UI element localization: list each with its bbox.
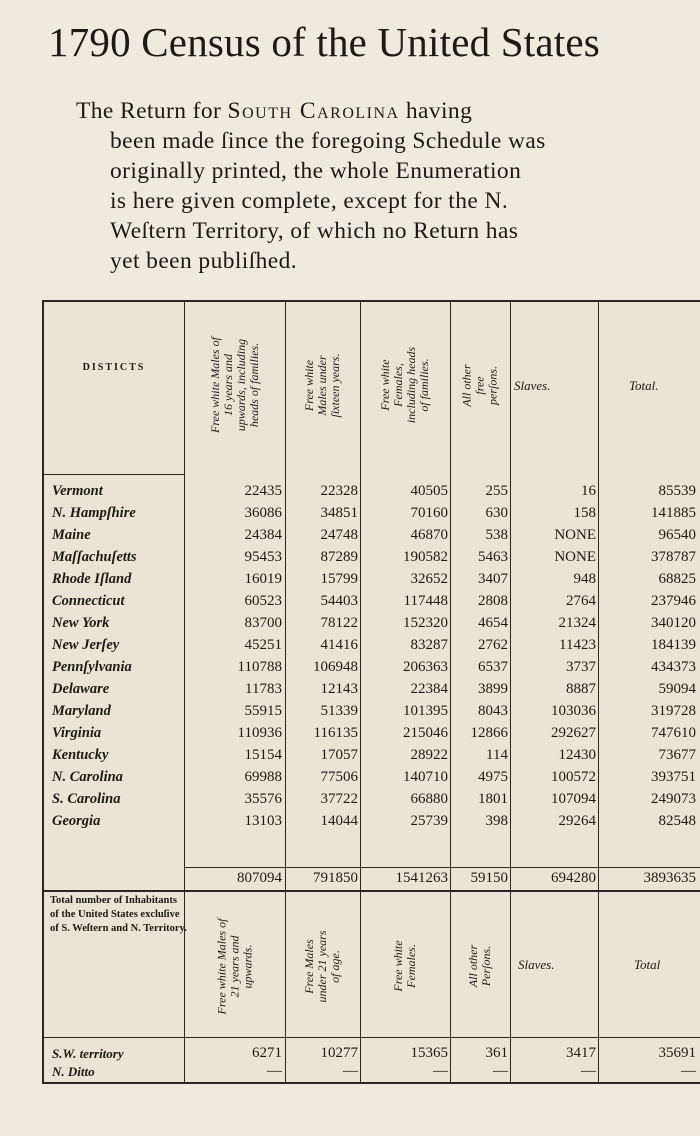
cell-col3: 190582 xyxy=(403,549,448,565)
cell-col3: 66880 xyxy=(410,791,448,807)
cell-col5: 158 xyxy=(573,505,596,521)
lower-header-col3-text: Free white Females. xyxy=(391,940,418,992)
cell-col2: 54403 xyxy=(320,593,358,609)
cell-col2: 15799 xyxy=(320,571,358,587)
district-name: New York xyxy=(52,615,110,631)
cell-col5: 3737 xyxy=(566,659,596,675)
district-name: Connecticut xyxy=(52,593,125,609)
district-name: N. Carolina xyxy=(52,769,123,785)
intro-line-3: originally printed, the whole Enumeration xyxy=(110,158,522,184)
territory-cell-col6: — xyxy=(681,1063,696,1079)
district-name: Georgia xyxy=(52,813,101,829)
cell-col5: 948 xyxy=(573,571,596,587)
cell-col6: 249073 xyxy=(651,791,696,807)
cell-col4: 3899 xyxy=(478,681,508,697)
district-name: Vermont xyxy=(52,483,103,499)
cell-col1: 13103 xyxy=(244,813,282,829)
cell-col6: 340120 xyxy=(651,615,696,631)
totals-row xyxy=(44,867,700,889)
cell-col4: 538 xyxy=(485,527,508,543)
lower-header-col4-text: All other Perſons. xyxy=(466,944,493,988)
territory-cell-col6: 35691 xyxy=(658,1045,696,1061)
table-row xyxy=(44,680,700,699)
cell-col1: 11783 xyxy=(245,681,282,697)
cell-col4: 1801 xyxy=(478,791,508,807)
cell-col6: 82548 xyxy=(658,813,696,829)
table-row xyxy=(44,702,700,721)
cell-col5: 8887 xyxy=(566,681,596,697)
cell-col3: 40505 xyxy=(410,483,448,499)
territory-cell-col5: — xyxy=(581,1063,596,1079)
cell-col3: 140710 xyxy=(403,769,448,785)
lower-header-total: Total xyxy=(634,957,661,972)
header-col3 xyxy=(361,310,449,460)
cell-col6: 85539 xyxy=(658,483,696,499)
total-col4: 59150 xyxy=(470,870,508,886)
cell-col2: 24748 xyxy=(320,527,358,543)
cell-col2: 77506 xyxy=(320,769,358,785)
district-name: Delaware xyxy=(52,681,110,697)
lower-header-col1 xyxy=(186,898,284,1034)
cell-col2: 34851 xyxy=(320,505,358,521)
header-col4-text: All other free perſons. xyxy=(459,363,500,407)
lower-header-rule xyxy=(44,1037,700,1038)
district-name: N. Hampſhire xyxy=(52,505,136,521)
lower-header-col2 xyxy=(286,898,359,1034)
lower-header-col1-text: Free white Males of 21 years and upwards. xyxy=(214,918,255,1014)
cell-col2: 106948 xyxy=(313,659,358,675)
cell-col1: 69988 xyxy=(244,769,282,785)
district-name: Virginia xyxy=(52,725,102,741)
cell-col3: 117448 xyxy=(403,593,448,609)
cell-col5: NONE xyxy=(554,549,596,565)
cell-col5: NONE xyxy=(554,527,596,543)
cell-col2: 37722 xyxy=(320,791,358,807)
cell-col1: 83700 xyxy=(244,615,282,631)
cell-col5: 21324 xyxy=(558,615,596,631)
table-row xyxy=(44,812,700,831)
lower-header-slaves: Slaves. xyxy=(518,957,555,972)
table-row xyxy=(44,746,700,765)
table-row xyxy=(44,636,700,655)
cell-col5: 12430 xyxy=(558,747,596,763)
cell-col1: 24384 xyxy=(244,527,282,543)
cell-col1: 22435 xyxy=(244,483,282,499)
cell-col3: 152320 xyxy=(403,615,448,631)
cell-col1: 35576 xyxy=(244,791,282,807)
intro-line-2: been made ſince the foregoing Schedule was xyxy=(110,128,546,154)
cell-col3: 46870 xyxy=(410,527,448,543)
cell-col5: 2764 xyxy=(566,593,596,609)
district-name: New Jerſey xyxy=(52,637,120,653)
cell-col4: 6537 xyxy=(478,659,508,675)
cell-col1: 36086 xyxy=(244,505,282,521)
territory-name: S.W. territory xyxy=(52,1046,124,1061)
cell-col5: 11423 xyxy=(559,637,596,653)
lower-section-label: Total number of Inhabitants of the United States excluſive of S. Weſtern and N. Territory. xyxy=(50,895,187,934)
district-name: Maine xyxy=(52,527,91,543)
cell-col4: 12866 xyxy=(470,725,508,741)
district-name: Maryland xyxy=(52,703,111,719)
cell-col2: 17057 xyxy=(320,747,358,763)
intro-line-6: yet been publiſhed. xyxy=(110,248,298,274)
table-row xyxy=(44,614,700,633)
lower-header-col2-text: Free Males under 21 years of age. xyxy=(302,930,342,1002)
district-name: S. Carolina xyxy=(52,791,121,807)
table-row xyxy=(44,790,700,809)
territory-cell-col2: — xyxy=(343,1063,358,1079)
intro-paragraph xyxy=(76,96,684,276)
header-districts: DISTICTS xyxy=(82,362,146,373)
cell-col1: 110788 xyxy=(237,659,282,675)
header-col2-text: Free white Males under ſixteen years. xyxy=(302,353,342,417)
intro-smallcaps: South Carolina xyxy=(227,98,400,124)
header-slaves: Slaves. xyxy=(514,378,551,393)
table-row xyxy=(44,724,700,743)
cell-col6: 184139 xyxy=(651,637,696,653)
cell-col4: 398 xyxy=(485,813,508,829)
cell-col6: 73677 xyxy=(658,747,696,763)
cell-col6: 59094 xyxy=(658,681,696,697)
district-name: Rhode Iſland xyxy=(52,571,132,587)
cell-col2: 12143 xyxy=(320,681,358,697)
cell-col3: 101395 xyxy=(403,703,448,719)
header-total: Total. xyxy=(629,378,659,393)
table-row xyxy=(44,548,700,567)
cell-col4: 2762 xyxy=(478,637,508,653)
cell-col4: 255 xyxy=(485,483,508,499)
cell-col6: 378787 xyxy=(651,549,696,565)
cell-col3: 22384 xyxy=(410,681,448,697)
territory-row xyxy=(44,1044,700,1063)
territory-cell-col3: — xyxy=(433,1063,448,1079)
cell-col6: 237946 xyxy=(651,593,696,609)
cell-col3: 32652 xyxy=(410,571,448,587)
cell-col2: 14044 xyxy=(320,813,358,829)
table-row xyxy=(44,658,700,677)
cell-col5: 103036 xyxy=(551,703,596,719)
cell-col3: 70160 xyxy=(410,505,448,521)
cell-col6: 141885 xyxy=(651,505,696,521)
district-name: Maſſachuſetts xyxy=(52,549,137,565)
table-row xyxy=(44,482,700,501)
header-col1-text: Free white Males of 16 years and upwards, including heads of families. xyxy=(208,337,261,433)
cell-col2: 78122 xyxy=(320,615,358,631)
intro-line-1 xyxy=(76,96,684,126)
table-row xyxy=(44,592,700,611)
territory-cell-col1: — xyxy=(267,1063,282,1079)
table-row xyxy=(44,768,700,787)
total-col3: 1541263 xyxy=(395,870,448,886)
table-row xyxy=(44,504,700,523)
header-col3-text: Free white Females, including heads of families. xyxy=(378,346,431,424)
cell-col4: 8043 xyxy=(478,703,508,719)
header-col1 xyxy=(186,310,284,460)
cell-col2: 51339 xyxy=(320,703,358,719)
cell-col6: 393751 xyxy=(651,769,696,785)
cell-col4: 4975 xyxy=(478,769,508,785)
cell-col3: 83287 xyxy=(410,637,448,653)
cell-col6: 434373 xyxy=(651,659,696,675)
cell-col2: 87289 xyxy=(320,549,358,565)
cell-col1: 45251 xyxy=(244,637,282,653)
cell-col2: 116135 xyxy=(313,725,358,741)
cell-col6: 96540 xyxy=(658,527,696,543)
cell-col5: 292627 xyxy=(551,725,596,741)
header-col4 xyxy=(451,310,509,460)
cell-col1: 15154 xyxy=(244,747,282,763)
total-col2: 791850 xyxy=(313,870,358,886)
territory-cell-col5: 3417 xyxy=(566,1045,596,1061)
cell-col1: 16019 xyxy=(244,571,282,587)
cell-col3: 28922 xyxy=(410,747,448,763)
territory-row xyxy=(44,1062,700,1081)
table-row xyxy=(44,526,700,545)
territory-cell-col4: — xyxy=(493,1063,508,1079)
cell-col1: 110936 xyxy=(237,725,282,741)
cell-col4: 4654 xyxy=(478,615,508,631)
header-col2 xyxy=(286,310,359,460)
cell-col2: 22328 xyxy=(320,483,358,499)
lower-header-col3 xyxy=(361,898,449,1034)
cell-col1: 95453 xyxy=(244,549,282,565)
territory-cell-col3: 15365 xyxy=(410,1045,448,1061)
district-name: Kentucky xyxy=(52,747,109,763)
cell-col6: 68825 xyxy=(658,571,696,587)
header-rule xyxy=(44,474,184,475)
census-table xyxy=(42,300,700,1084)
totals-rule-bottom xyxy=(44,890,700,892)
cell-col4: 5463 xyxy=(478,549,508,565)
cell-col1: 60523 xyxy=(244,593,282,609)
lower-header-col4 xyxy=(451,898,509,1034)
district-name: Pennſylvania xyxy=(52,659,132,675)
cell-col6: 747610 xyxy=(651,725,696,741)
cell-col4: 114 xyxy=(486,747,508,763)
intro-line-4: is here given complete, except for the N. xyxy=(110,188,509,214)
intro-text: The Return for xyxy=(76,98,228,124)
cell-col4: 3407 xyxy=(478,571,508,587)
cell-col5: 16 xyxy=(581,483,596,499)
cell-col5: 107094 xyxy=(551,791,596,807)
cell-col3: 206363 xyxy=(403,659,448,675)
intro-text: having xyxy=(399,98,473,124)
cell-col3: 25739 xyxy=(410,813,448,829)
cell-col5: 29264 xyxy=(558,813,596,829)
territory-cell-col4: 361 xyxy=(485,1045,508,1061)
total-col5: 694280 xyxy=(551,870,596,886)
cell-col3: 215046 xyxy=(403,725,448,741)
cell-col4: 630 xyxy=(485,505,508,521)
territory-cell-col1: 6271 xyxy=(252,1045,282,1061)
territory-cell-col2: 10277 xyxy=(320,1045,358,1061)
table-row xyxy=(44,570,700,589)
total-col1: 807094 xyxy=(237,870,282,886)
total-col6: 3893635 xyxy=(643,870,696,886)
cell-col1: 55915 xyxy=(244,703,282,719)
cell-col4: 2808 xyxy=(478,593,508,609)
cell-col6: 319728 xyxy=(651,703,696,719)
intro-line-5: Weſtern Territory, of which no Return has xyxy=(110,218,519,244)
cell-col2: 41416 xyxy=(320,637,358,653)
territory-name: N. Ditto xyxy=(52,1064,95,1079)
cell-col5: 100572 xyxy=(551,769,596,785)
page-title: 1790 Census of the United States xyxy=(48,19,600,65)
